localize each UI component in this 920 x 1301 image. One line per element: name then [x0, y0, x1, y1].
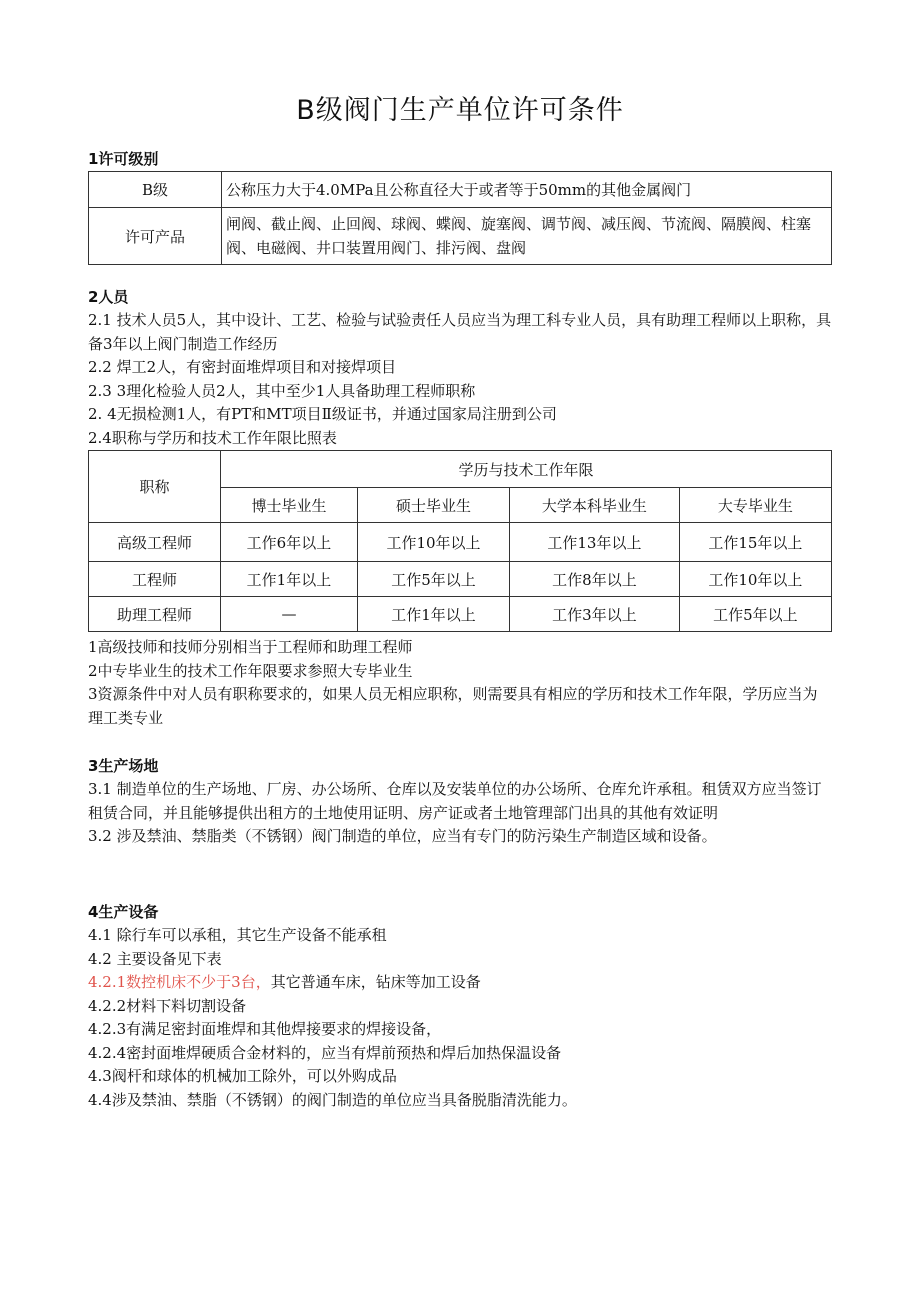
section-heading: 3生产场地 [88, 757, 159, 775]
row-label: B级 [89, 172, 222, 208]
note: 3资源条件中对人员有职称要求的，如果人员无相应职称，则需要具有相应的学历和技术工作年限，学历应当为理工类专业 [88, 685, 818, 727]
row-label: 许可产品 [89, 208, 222, 265]
highlighted-requirement: 4.2.1数控机床不少于3台， [88, 973, 271, 991]
row-title: 高级工程师 [89, 523, 221, 562]
section-heading: 1许可级别 [88, 150, 159, 168]
note: 2中专毕业生的技术工作年限要求参照大专毕业生 [88, 661, 413, 680]
table-cell: 工作5年以上 [357, 562, 509, 597]
column-header: 博士毕业生 [221, 488, 358, 523]
table-cell: 工作5年以上 [679, 597, 831, 632]
note: 1高级技师和技师分别相当于工程师和助理工程师 [88, 638, 413, 656]
row-title: 助理工程师 [89, 597, 221, 632]
column-header: 大学本科毕业生 [510, 488, 680, 523]
paragraph: 4.3阀杆和球体的机械加工除外，可以外购成品 [88, 1067, 397, 1085]
paragraph: 4.4涉及禁油、禁脂（不锈钢）的阀门制造的单位应当具备脱脂清洗能力。 [88, 1090, 577, 1109]
section-production-site [88, 755, 832, 849]
paragraph: 2. 4无损检测1人，有PT和MT项目Ⅱ级证书，并通过国家局注册到公司 [88, 405, 557, 423]
table-header-row [89, 451, 832, 488]
table-cell: 工作1年以上 [357, 597, 509, 632]
section-production-equipment [88, 901, 832, 1112]
table-cell: 工作3年以上 [510, 597, 680, 632]
table-row [89, 562, 832, 597]
section-heading: 2人员 [88, 288, 129, 306]
table-cell: 工作8年以上 [510, 562, 680, 597]
row-title: 工程师 [89, 562, 221, 597]
table-row [89, 172, 832, 208]
group-header: 学历与技术工作年限 [221, 451, 832, 488]
table-row [89, 208, 832, 265]
license-table [88, 171, 832, 265]
table-cell: — [221, 597, 358, 632]
table-cell: 工作10年以上 [357, 523, 509, 562]
paragraph: 2.3 3理化检验人员2人，其中至少1人具备助理工程师职称 [88, 381, 476, 400]
title-education-table [88, 450, 832, 632]
table-cell: 工作13年以上 [510, 523, 680, 562]
paragraph: 4.2.3有满足密封面堆焊和其他焊接要求的焊接设备， [88, 1020, 442, 1038]
table-cell: 工作15年以上 [679, 523, 831, 562]
paragraph: 3.2 涉及禁油、禁脂类（不锈钢）阀门制造的单位，应当有专门的防污染生产制造区域和设备。 [88, 827, 717, 845]
paragraph [88, 971, 832, 995]
paragraph: 4.2.2材料下料切割设备 [88, 996, 247, 1015]
paragraph: 2.1 技术人员5人，其中设计、工艺、检验与试验责任人员应当为理工科专业人员，具有助理工程师以上职称，具备3年以上阀门制造工作经历 [88, 311, 832, 353]
table-cell: 工作1年以上 [221, 562, 358, 597]
column-header: 硕士毕业生 [357, 488, 509, 523]
section-personnel [88, 286, 832, 450]
section-license-level [88, 148, 832, 265]
paragraph: 4.2.4密封面堆焊硬质合金材料的，应当有焊前预热和焊后加热保温设备 [88, 1043, 562, 1062]
title-education-table-block [88, 450, 832, 632]
paragraph: 2.4职称与学历和技术工作年限比照表 [88, 428, 337, 447]
page-title: B级阀门生产单位许可条件 [296, 95, 624, 126]
table-notes [88, 636, 832, 730]
row-content: 闸阀、截止阀、止回阀、球阀、蝶阀、旋塞阀、调节阀、减压阀、节流阀、隔膜阀、柱塞阀、电磁阀、井口装置用阀门、排污阀、盘阀 [222, 208, 832, 265]
paragraph: 4.2 主要设备见下表 [88, 949, 222, 968]
table-row [89, 597, 832, 632]
row-content: 公称压力大于4.0MPa且公称直径大于或者等于50mm的其他金属阀门 [222, 172, 832, 208]
table-cell: 工作6年以上 [221, 523, 358, 562]
paragraph: 4.1 除行车可以承租，其它生产设备不能承租 [88, 926, 387, 944]
paragraph: 3.1 制造单位的生产场地、厂房、办公场所、仓库以及安装单位的办公场所、仓库允许承租。租赁双方应当签订租赁合同，并且能够提供出租方的土地使用证明、房产证或者土地管理部门出具的其他有效证明 [88, 780, 822, 822]
paragraph: 2.2 焊工2人，有密封面堆焊项目和对接焊项目 [88, 358, 397, 376]
table-cell: 工作10年以上 [679, 562, 831, 597]
table-row [89, 523, 832, 562]
requirement-rest: 其它普通车床，钻床等加工设备 [270, 973, 481, 991]
section-heading: 4生产设备 [88, 903, 159, 921]
corner-header: 职称 [89, 451, 221, 523]
column-header: 大专毕业生 [679, 488, 831, 523]
